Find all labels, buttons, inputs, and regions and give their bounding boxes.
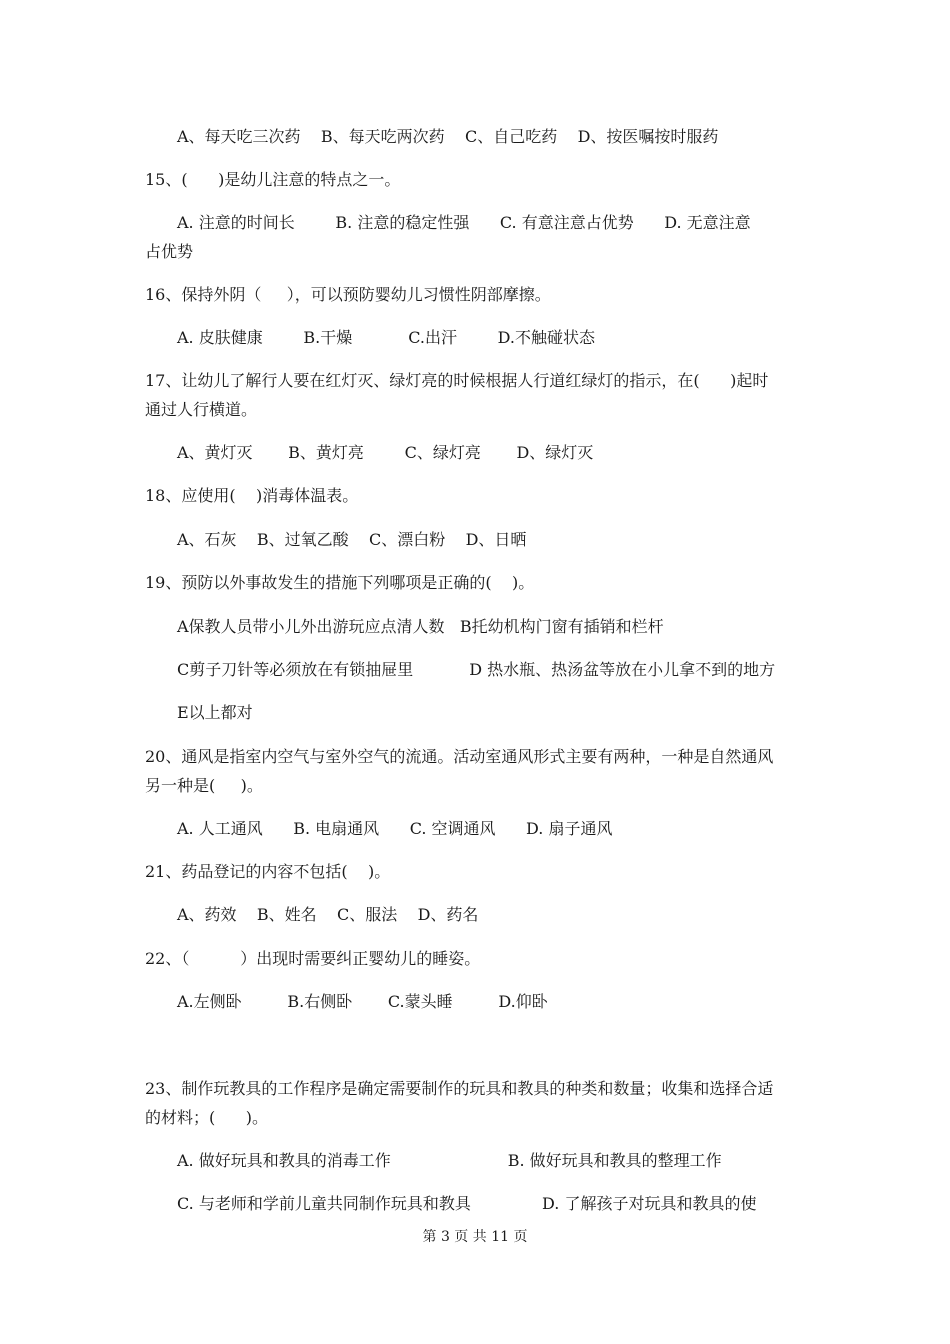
q17-options-line-1: A、黄灯灭 B、黄灯亮 C、绿灯亮 D、绿灯灭: [177, 443, 594, 462]
q19-options-line-1: A保教人员带小儿外出游玩应点清人数 B托幼机构门窗有插销和栏杆: [177, 617, 664, 636]
q17-stem-line-2: 通过人行横道。: [145, 400, 258, 419]
q21-options-line-1: A、药效 B、姓名 C、服法 D、药名: [177, 905, 479, 924]
q20-stem-line-1: 20、通风是指室内空气与室外空气的流通。活动室通风形式主要有两种，一种是自然通风: [145, 747, 774, 766]
q22-options-line-1: A.左侧卧 B.右侧卧 C.蒙头睡 D.仰卧: [177, 992, 548, 1011]
q22-stem-line-1: 22、（ ）出现时需要纠正婴幼儿的睡姿。: [145, 949, 481, 968]
page-number-footer: 第 3 页 共 11 页: [422, 1229, 528, 1245]
q18-options-line-1: A、石灰 B、过氧乙酸 C、漂白粉 D、日晒: [177, 530, 527, 549]
q15-options-line-1: A. 注意的时间长 B. 注意的稳定性强 C. 有意注意占优势 D. 无意注意: [177, 213, 751, 232]
q19-options-line-3: E以上都对: [177, 703, 253, 722]
q23-stem-line-2: 的材料；( )。: [145, 1108, 269, 1127]
q23-options-line-1: A. 做好玩具和教具的消毒工作 B. 做好玩具和教具的整理工作: [177, 1151, 722, 1170]
q14-options-line-1: A、每天吃三次药 B、每天吃两次药 C、自己吃药 D、按医嘱按时服药: [177, 127, 719, 146]
q21-stem-line-1: 21、药品登记的内容不包括( )。: [145, 862, 391, 881]
q20-options-line-1: A. 人工通风 B. 电扇通风 C. 空调通风 D. 扇子通风: [177, 819, 613, 838]
q19-options-line-2: C剪子刀针等必须放在有锁抽屉里 D 热水瓶、热汤盆等放在小儿拿不到的地方: [177, 660, 776, 679]
q23-options-line-2: C. 与老师和学前儿童共同制作玩具和教具 D. 了解孩子对玩具和教具的使: [177, 1194, 757, 1213]
q17-stem-line-1: 17、让幼儿了解行人要在红灯灭、绿灯亮的时候根据人行道红绿灯的指示，在( )起时: [145, 371, 769, 390]
q16-stem-line-1: 16、保持外阴（ ），可以预防婴幼儿习惯性阴部摩擦。: [145, 285, 551, 304]
q20-stem-line-2: 另一种是( )。: [145, 776, 263, 795]
q23-stem-line-1: 23、制作玩教具的工作程序是确定需要制作的玩具和教具的种类和数量；收集和选择合适: [145, 1079, 774, 1098]
q15-options-line-2: 占优势: [145, 242, 194, 261]
q15-stem-line-1: 15、( )是幼儿注意的特点之一。: [145, 170, 401, 189]
q19-stem-line-1: 19、预防以外事故发生的措施下列哪项是正确的( )。: [145, 573, 535, 592]
q16-options-line-1: A. 皮肤健康 B.干燥 C.出汗 D.不触碰状态: [177, 328, 595, 347]
q18-stem-line-1: 18、应使用( )消毒体温表。: [145, 486, 359, 505]
